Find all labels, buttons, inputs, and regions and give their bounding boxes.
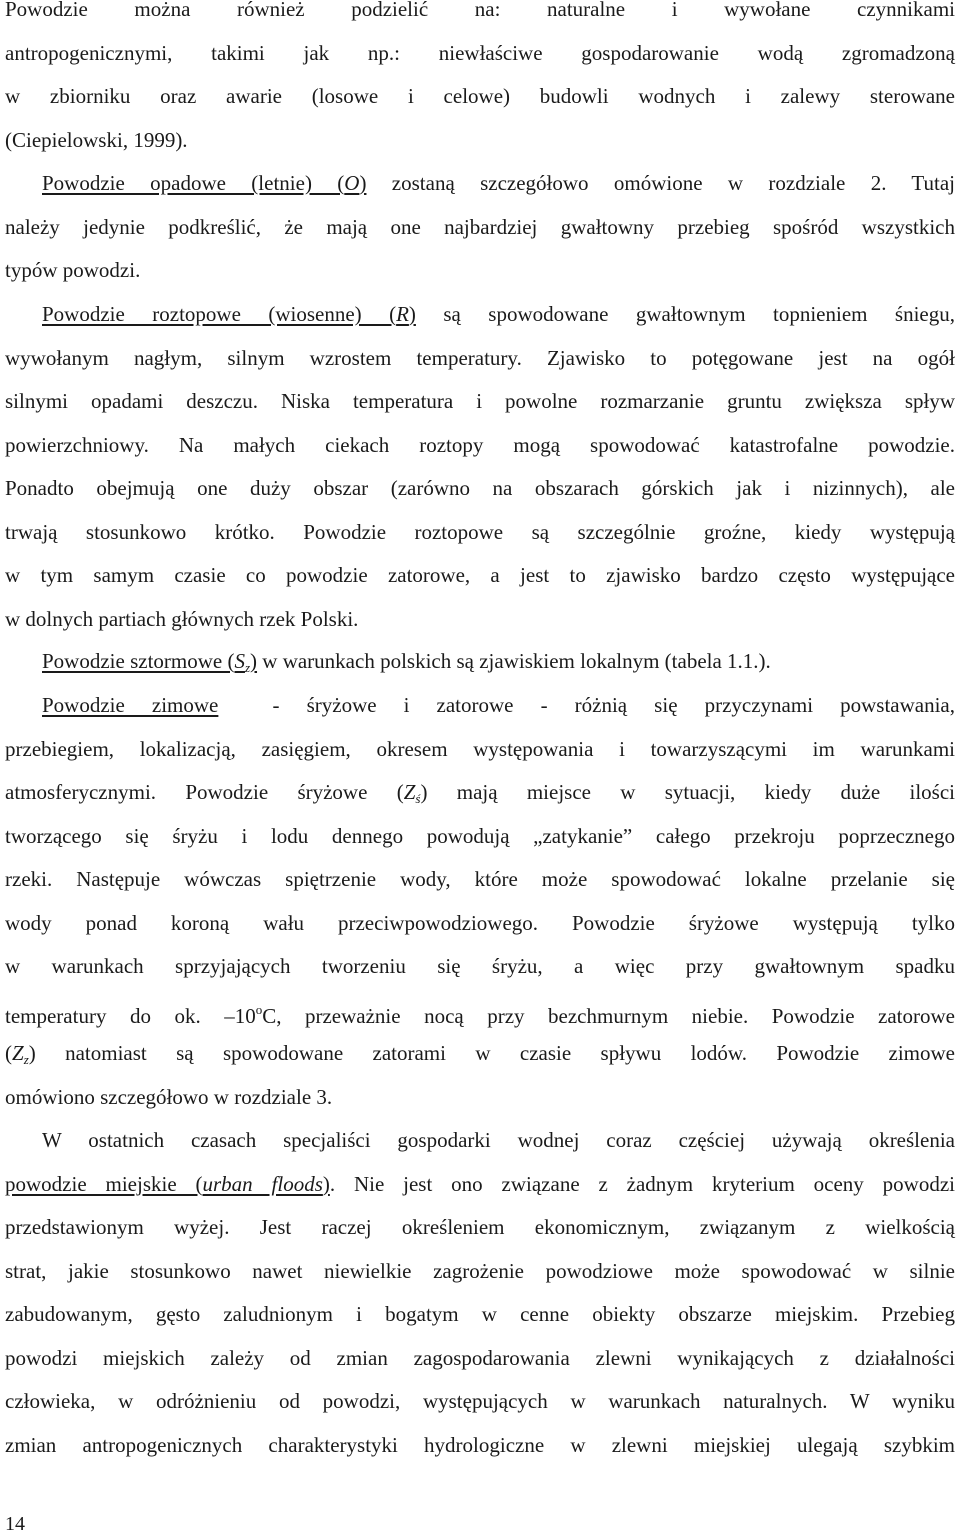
text-line: zabudowanym, gęsto zaludnionym i bogatym w cenne obiekty obszarze miejskim. Przebieg [5,1302,955,1326]
text-line: należy jedynie podkreślić, że mają one najbardziej gwałtowny przebieg spośród wszystkich [5,214,955,239]
paragraph-winter-floods [5,690,955,1125]
text-line: powodzi miejskich zależy od zmian zagospodarowania zlewni wynikających z działalności [5,1345,955,1370]
text-line: antropogenicznymi, takimi jak np.: niewłaściwe gospodarowanie wodą zgromadzoną [5,40,955,65]
text-line: przedstawionym wyżej. Jest raczej określeniem ekonomicznym, związanym z wielkością [5,1215,955,1239]
text-line: Powodzie zimowe - śryżowe i zatorowe - różnią się przyczynami powstawania, [42,693,955,717]
term-winter-floods: Powodzie zimowe [42,693,219,717]
text-line: Powodzie roztopowe (wiosenne) (R) są spowodowane gwałtownym topnieniem śniegu, [42,302,955,326]
page-number: 14 [5,1513,25,1535]
text-line: tworzącego się śryżu i lodu dennego powodują „zatykanie” całego przekroju poprzecznego [5,823,955,848]
text-line: człowieka, w odróżnieniu od powodzi, występujących w warunkach naturalnych. W wyniku [5,1389,955,1413]
text-line: przebiegiem, lokalizacją, zasięgiem, okresem występowania i towarzyszącymi im warunkami [5,736,955,761]
term-rain-floods: Powodzie opadowe (letnie) (O) [42,171,367,195]
text-line: powierzchniowy. Na małych ciekach roztopy mogą spowodować katastrofalne powodzie. [5,432,955,457]
text-line: trwają stosunkowo krótko. Powodzie roztopowe są szczególnie groźne, kiedy występują [5,519,955,544]
text-line: wody ponad koroną wału przeciwpowodziowego. Powodzie śryżowe występują tylko [5,910,955,935]
text-line: strat, jakie stosunkowo nawet niewielkie zagrożenie powodziowe może spowodować w silnie [5,1258,955,1283]
paragraph-flood-classification [5,0,955,168]
term-storm-floods: Powodzie sztormowe $(S_z)$ [42,649,258,675]
text-line: temperatury do ok. –10$^o$C, przeważnie nocą przy bezchmurnym niebie. Powodzie zatorowe [5,1001,956,1028]
paragraph-rain-floods [5,168,955,299]
term-urban-floods: powodzie miejskie (urban floods) [5,1171,330,1196]
text-line: w warunkach sprzyjających tworzeniu się śryżu, a więc przy gwałtownym spadku [5,954,955,978]
text-line: rzeki. Następuje wówczas spiętrzenie wody, które może spowodować lokalne przelanie się [5,867,955,891]
text-line: Ponadto obejmują one duży obszar (zarówno na obszarach górskich jak i nizinnych), ale [5,476,955,500]
text-line: w zbiorniku oraz awarie (losowe i celowe) budowli wodnych i zalewy sterowane [5,84,955,108]
text-line: w tym samym czasie co powodzie zatorowe, a jest to zjawisko bardzo często występujące [5,563,955,587]
text-line: omówiono szczegółowo w rozdziale 3. [5,1084,333,1109]
text-line: W ostatnich czasach specjaliści gospodarki wodnej coraz częściej używają określenia [42,1128,955,1152]
paragraph-snowmelt-floods [5,299,955,647]
paragraph-storm-floods [5,646,955,690]
text-line: powodzie miejskie (urban floods). Nie jest ono związane z żadnym kryterium oceny powodzi [5,1171,955,1196]
text-line: Powodzie można również podzielić na: naturalne i wywołane czynnikami [5,0,955,21]
text-line: atmosferycznymi. Powodzie śryżowe $(Z_ś)$ mają miejsce w sytuacji, kiedy duże ilości [5,780,955,806]
text-line: Powodzie sztormowe $(S_z)$ w warunkach polskich są zjawiskiem lokalnym (tabela 1.1.). [42,649,771,675]
text-line: zmian antropogenicznych charakterystyki hydrologiczne w zlewni miejskiej ulegają szybkim [5,1432,955,1457]
term-snowmelt-floods: Powodzie roztopowe (wiosenne) (R) [42,302,416,326]
text-line: $(Z_z)$ natomiast są spowodowane zatorami w czasie spływu lodów. Powodzie zimowe [5,1041,955,1067]
text-line: w dolnych partiach głównych rzek Polski. [5,606,359,631]
text-line: typów powodzi. [5,258,141,282]
text-line: (Ciepielowski, 1999). [5,127,188,152]
text-line: Powodzie opadowe (letnie) (O) zostaną szczegółowo omówione w rozdziale 2. Tutaj [42,171,955,195]
paragraph-urban-floods [5,1125,955,1473]
text-line: wywołanym nagłym, silnym wzrostem temperatury. Zjawisko to potęgowane jest na ogół [5,345,955,370]
text-line: silnymi opadami deszczu. Niska temperatura i powolne rozmarzanie gruntu zwiększa spływ [5,389,955,413]
